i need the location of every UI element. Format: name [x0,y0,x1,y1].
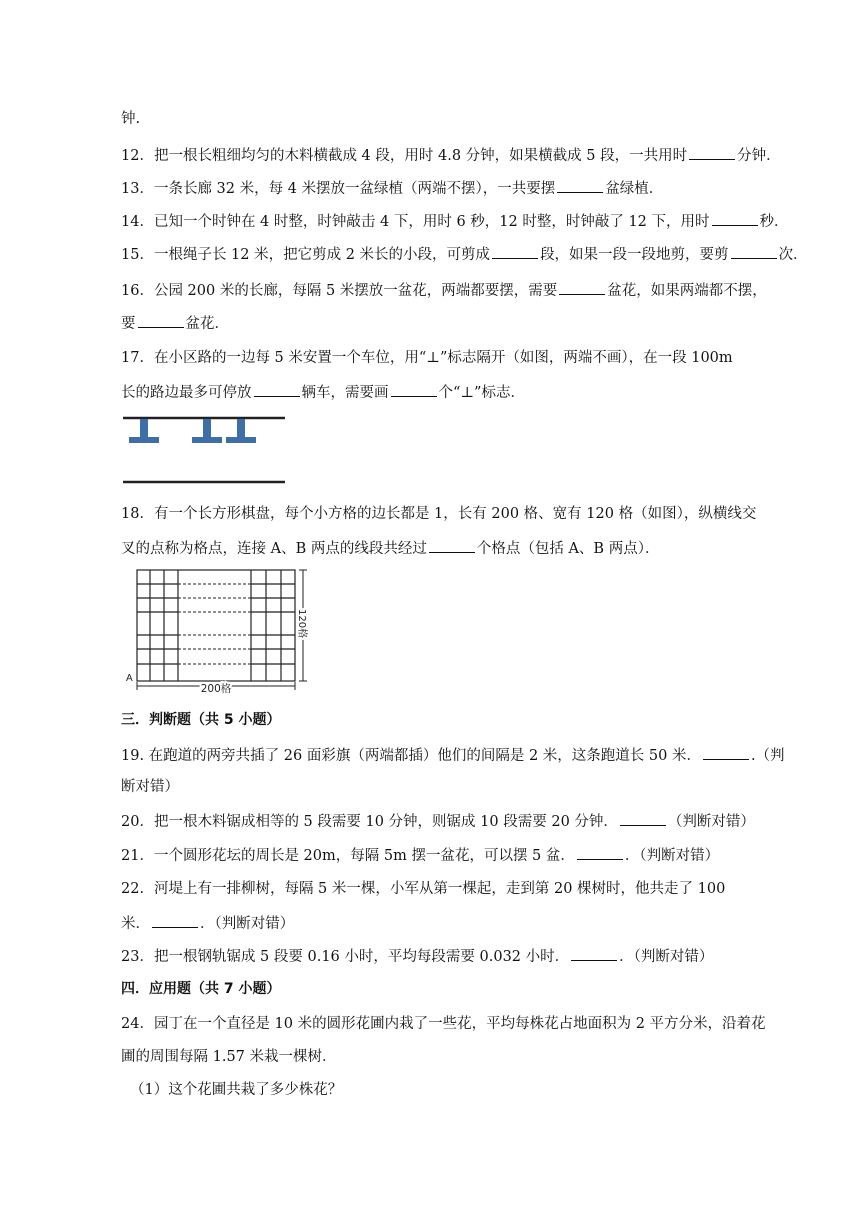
grid-label-right: 120格 [296,609,307,639]
question-23: 23．把一根钢轨锯成 5 段要 0.16 小时，平均每段需要 0.032 小时． ．（判断对错） [121,946,713,966]
grid-label-a: A [126,673,133,684]
question-24-cont: 圃的周围每隔 1.57 米栽一棵树． [121,1049,337,1065]
answer-blank [577,845,623,860]
question-12: 12．把一根长粗细均匀的木料横截成 4 段，用时 4.8 分钟，如果横截成 5 段，一共用时 分钟． [121,145,781,165]
answer-blank [152,913,198,928]
answer-blank [138,313,184,328]
question-16: 16．公园 200 米的长廊，每隔 5 米摆放一盆花，两端都要摆，需要 盆花，如果两端都不摆， [121,280,767,300]
question-19-cont: 断对错） [121,779,179,795]
parking-sign-icon [192,419,222,443]
question-13: 13．一条长廊 32 米，每 4 米摆放一盆绿植（两端不摆），一共要摆 盆绿植． [121,178,663,198]
question-18-cont: 叉的点称为格点，连接 A、B 两点的线段共经过 个格点（包括 A、B 两点）． [121,538,659,558]
question-18: 18．有一个长方形棋盘，每个小方格的边长都是 1，长有 200 格、宽有 120 格（如图），纵横线交 [121,506,757,522]
answer-blank [731,244,777,259]
answer-blank [254,382,300,397]
answer-blank [492,244,538,259]
question-20: 20．把一根木料锯成相等的 5 段需要 10 分钟，则锯成 10 段需要 20 分钟． （判断对错） [121,811,755,831]
section-heading-judgement: 三．判断题（共 5 小题） [121,712,281,728]
question-19: 19. 在跑道的两旁共插了 26 面彩旗（两端都插）他们的间隔是 2 米，这条跑道长 50 米． .（判 [121,745,785,765]
question-16-cont: 要 盆花． [121,313,229,333]
question-24: 24．园丁在一个直径是 10 米的圆形花圃内栽了一些花，平均每株花占地面积为 2 平方分米，沿着花 [121,1016,766,1032]
question-24-part-1: （1）这个花圃共栽了多少株花？ [130,1082,343,1098]
answer-blank [689,145,735,160]
question-14: 14．已知一个时钟在 4 时整，时钟敲击 4 下，用时 6 秒，12 时整，时钟敲了 12 下，用时 秒． [121,211,789,231]
question-17-cont: 长的路边最多可停放 辆车，需要画 个“⊥”标志． [121,382,525,402]
answer-blank [391,382,437,397]
answer-blank [620,811,666,826]
question-17: 17．在小区路的一边每 5 米安置一个车位，用“⊥”标志隔开（如图，两端不画），在一段 100m [121,350,733,366]
question-15: 15．一根绳子长 12 米，把它剪成 2 米长的小段，可剪成 段，如果一段一段地剪，要剪 次． [121,244,808,264]
question-21: 21．一个圆形花坛的周长是 20m，每隔 5m 摆一盆花，可以摆 5 盆． ．（判断对错） [121,845,719,865]
parking-sign-figure [123,414,285,486]
question-22-cont: 米． ．（判断对错） [121,913,294,933]
answer-blank [571,946,617,961]
answer-blank [703,745,749,760]
section-heading-application: 四．应用题（共 7 小题） [121,981,281,997]
question-22: 22．河堤上有一排柳树，每隔 5 米一棵，小军从第一棵起，走到第 20 棵树时，他共走了 100 [121,881,726,897]
parking-sign-icon [226,419,256,443]
answer-blank [557,178,603,193]
parking-sign-icon [129,419,159,443]
chessboard-figure [121,565,316,695]
grid-label-bottom: 200格 [200,683,232,695]
continued-text: 钟. [121,111,141,127]
answer-blank [429,538,475,553]
answer-blank [559,280,605,295]
answer-blank [712,211,758,226]
